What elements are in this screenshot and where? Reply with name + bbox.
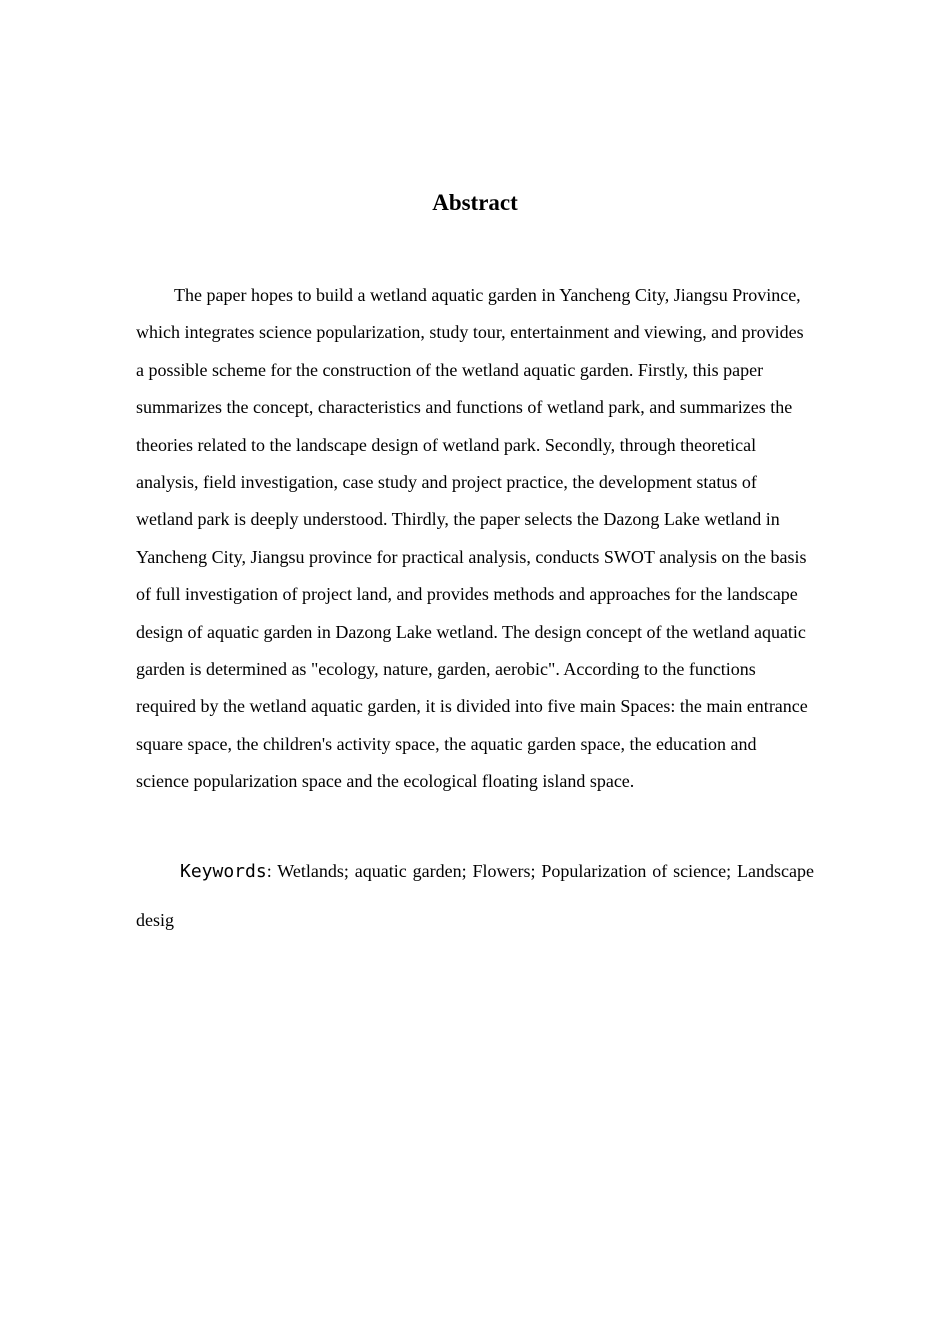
abstract-title: Abstract — [432, 190, 518, 215]
keywords-list: : Wetlands; aquatic garden; Flowers; Popularization of science; Landscape desig — [136, 861, 814, 930]
abstract-paragraph: The paper hopes to build a wetland aquatic garden in Yancheng City, Jiangsu Province, which integrates science popularization, study tour, entertainment and viewing, and provides a possible scheme for the construction of the wetland aquatic garden. Firstly, this paper summarizes the concept, characteristics and functions of wetland park, and summarizes the theories related to the landscape design of wetland park. Secondly, through theoretical analysis, field investigation, case study and project practice, the development status of wetland park is deeply understood. Thirdly, the paper selects the Dazong Lake wetland in Yancheng City, Jiangsu province for practical analysis, conducts SWOT analysis on the basis of full investigation of project land, and provides methods and approaches for the landscape design of aquatic garden in Dazong Lake wetland. The design concept of the wetland aquatic garden is determined as "ecology, nature, garden, aerobic". According to the functions required by the wetland aquatic garden, it is divided into five main Spaces: the main entrance square space, the children's activity space, the aquatic garden space, the education and science popularization space and the ecological floating island space. — [136, 285, 808, 792]
keywords-line — [136, 847, 814, 944]
keywords-label: Keywords — [180, 861, 267, 882]
